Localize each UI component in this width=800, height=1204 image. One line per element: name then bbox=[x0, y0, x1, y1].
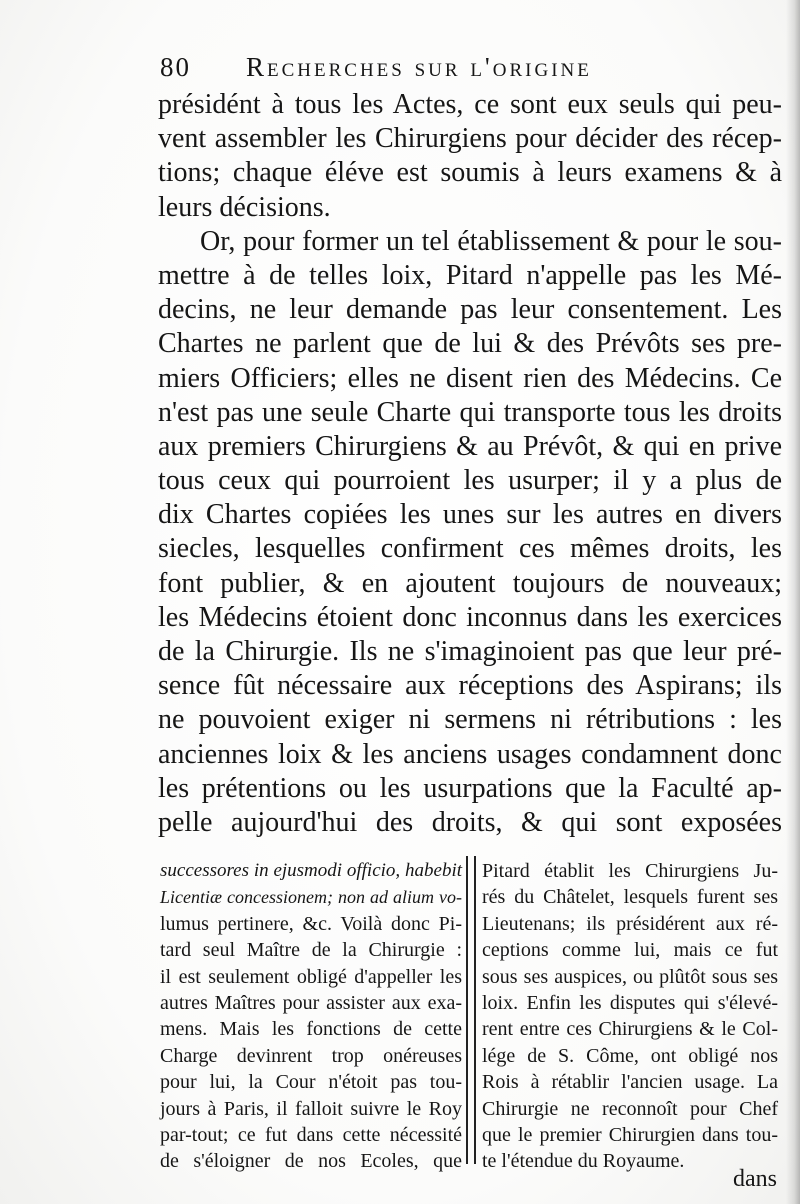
main-line: aux premiers Chirurgiens & au Prévôt, & qui en prive bbox=[158, 430, 782, 462]
column-divider bbox=[466, 856, 476, 1164]
main-line: sence fût nécessaire aux réceptions des Aspirans; ils bbox=[158, 670, 782, 702]
main-line: présidént à tous les Actes, ce sont eux seuls qui peu- bbox=[158, 89, 782, 120]
footnote-line: ceptions comme lui, mais ce fut bbox=[482, 939, 778, 962]
footnote-line: que le premier Chirurgien dans tou- bbox=[482, 1123, 778, 1146]
main-line: Or, pour former un tel établissement & pour le sou- bbox=[200, 225, 782, 257]
footnote-line: Pitard établit les Chirurgiens Ju- bbox=[482, 860, 778, 882]
catchword: dans bbox=[733, 1166, 777, 1192]
main-line: Chartes ne parlent que de lui & des Prévôts ses pre- bbox=[158, 328, 782, 360]
main-line: tions; chaque éléve est soumis à leurs examens & à bbox=[158, 157, 782, 189]
main-line: miers Officiers; elles ne disent rien des Médecins. Ce bbox=[158, 362, 782, 394]
main-line: siecles, lesquelles confirment ces mêmes droits, les bbox=[158, 533, 782, 565]
main-line: decins, ne leur demande pas leur consentement. Les bbox=[158, 294, 782, 326]
footnote-line: lége de S. Côme, ont obligé nos bbox=[482, 1044, 778, 1067]
main-text-block bbox=[158, 88, 782, 840]
footnote-line: tard seul Maître de la Chirurgie : bbox=[160, 939, 462, 962]
footnote-line: autres Maîtres pour assister aux exa- bbox=[160, 991, 462, 1014]
main-line: dix Chartes copiées les unes sur les autres en divers bbox=[158, 499, 782, 531]
footnote-line: te l'étendue du Royaume. bbox=[482, 1150, 685, 1173]
main-line: vent assembler les Chirurgiens pour décider des récep- bbox=[158, 123, 782, 155]
main-line: mettre à de telles loix, Pitard n'appelle pas les Mé- bbox=[158, 259, 782, 291]
page-number: 80 bbox=[160, 52, 191, 82]
footnote-line: rés du Châtelet, lesquels furent ses bbox=[482, 886, 778, 909]
footnote-line: de s'éloigner de nos Ecoles, que bbox=[160, 1150, 462, 1173]
footnote-line: Rois à rétablir l'ancien usage. La bbox=[482, 1071, 778, 1094]
footnote-line: Lieutenans; ils présidérent aux ré- bbox=[482, 912, 778, 935]
page-edge-shadow bbox=[786, 0, 800, 1204]
main-line: leurs décisions. bbox=[158, 191, 331, 223]
running-head: Recherches sur l'origine bbox=[246, 52, 592, 82]
footnote-line: loix. Enfin les disputes qui s'élevé- bbox=[482, 991, 778, 1014]
main-line: pelle aujourd'hui des droits, & qui sont exposées bbox=[158, 806, 782, 838]
main-line: anciennes loix & les anciens usages condamnent donc bbox=[158, 738, 782, 770]
main-line: n'est pas une seule Charte qui transporte tous les droits bbox=[158, 396, 782, 428]
footnote-line: sous ses auspices, ou plûtôt sous ses bbox=[482, 965, 778, 988]
footnote-line: Chirurgie ne reconnoît pour Chef bbox=[482, 1097, 778, 1120]
footnote-line: mens. Mais les fonctions de cette bbox=[160, 1018, 462, 1041]
footnote-line: successores in ejusmodi officio, habebit bbox=[160, 860, 462, 881]
footnote-left-column bbox=[160, 858, 462, 1175]
main-line: ne pouvoient exiger ni sermens ni rétributions : les bbox=[158, 704, 782, 736]
main-line: les prétentions ou les usurpations que la Faculté ap- bbox=[158, 772, 782, 804]
main-line: de la Chirurgie. Ils ne s'imaginoient pas que leur pré- bbox=[158, 636, 782, 667]
main-line: tous ceux qui pourroient les usurper; il y a plus de bbox=[158, 465, 782, 497]
footnotes bbox=[160, 850, 780, 1173]
footnote-line: Licentiæ concessionem; non ad alium vo- bbox=[160, 887, 462, 908]
footnote-line: rent entre ces Chirurgiens & le Col- bbox=[482, 1018, 778, 1041]
main-line: font publier, & en ajoutent toujours de nouveaux; bbox=[158, 567, 782, 599]
footnote-right-column bbox=[482, 858, 778, 1175]
footnote-line: Charge devinrent trop onéreuses bbox=[160, 1044, 462, 1067]
main-line: les Médecins étoient donc inconnus dans les exercices bbox=[158, 601, 782, 633]
footnote-line: il est seulement obligé d'appeller les bbox=[160, 965, 462, 988]
footnote-line: jours à Paris, il falloit suivre le Roy bbox=[160, 1097, 462, 1120]
footnote-line: lumus pertinere, &c. Voilà donc Pi- bbox=[160, 912, 462, 935]
page-header bbox=[160, 52, 720, 88]
footnote-line: pour lui, la Cour n'étoit pas tou- bbox=[160, 1071, 462, 1094]
footnote-line: par-tout; ce fut dans cette nécessité bbox=[160, 1123, 462, 1146]
